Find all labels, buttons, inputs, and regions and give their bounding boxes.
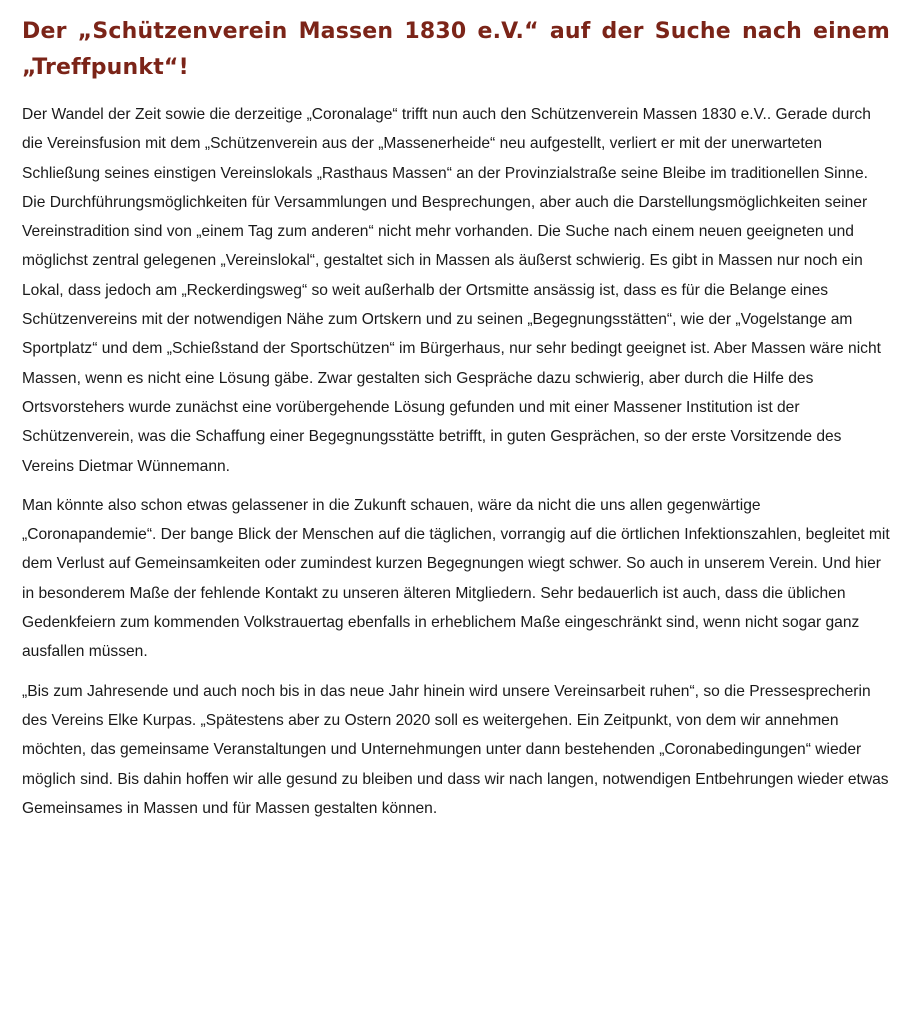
article-title: Der „Schützenverein Massen 1830 e.V.“ auf der Suche nach einem „Treffpunkt“! [22,19,890,80]
article-paragraph-2: Man könnte also schon etwas gelassener in die Zukunft schauen, wäre da nicht die uns allen gegenwärtige „Coronapandemie“. Der bange Blick der Menschen auf die täglichen, vorrangig auf die örtlichen Infektionszahlen, begleitet mit dem Verlust auf Gemeinsamkeiten oder zumindest kurzen Begegnungen wiegt schwer. So auch in unserem Verein. Und hier in besonderem Maße der fehlende Kontakt zu unseren älteren Mitgliedern. Sehr bedauerlich ist auch, dass die üblichen Gedenkfeiern zum kommenden Volkstrauertag ebenfalls in erheblichem Maße eingeschränkt sind, wenn nicht sogar ganz ausfallen müssen. [22,496,890,661]
article-paragraph-1: Der Wandel der Zeit sowie die derzeitige „Coronalage“ trifft nun auch den Schützenverein Massen 1830 e.V.. Gerade durch die Vereinsfusion mit dem „Schützenverein aus der „Massenerheide“ neu aufgestellt, verliert er mit der unerwarteten Schließung seines einstigen Vereinslokals „Rasthaus Massen“ an der Provinzialstraße seine Bleibe im traditionellen Sinne. Die Durchführungsmöglichkeiten für Versammlungen und Besprechungen, aber auch die Darstellungsmöglichkeiten seiner Vereinstradition sind von „einem Tag zum anderen“ nicht mehr vorhanden. Die Suche nach einem neuen geeigneten und möglichst zentral gelegenen „Vereinslokal“, gestaltet sich in Massen als äußerst schwierig. Es gibt in Massen nur noch ein Lokal, dass jedoch am „Reckerdingsweg“ so weit außerhalb der Ortsmitte ansässig ist, dass es für die Belange eines Schützenvereins mit der notwendigen Nähe zum Ortskern und zu seinen „Begegnungsstätten“, wie der „Vogelstange am Sportplatz“ und dem „Schießstand der Sportschützen“ im Bürgerhaus, nur sehr bedingt geeignet ist. Aber Massen wäre nicht Massen, wenn es nicht eine Lösung gäbe. Zwar gestalten sich Gespräche dazu schwierig, aber durch die Hilfe des Ortsvorstehers wurde zunächst eine vorübergehende Lösung gefunden und mit einer Massener Institution ist der Schützenverein, was die Schaffung einer Begegnungsstätte betrifft, in guten Gesprächen, so der erste Vorsitzende des Vereins Dietmar Wünnemann. [22,106,881,475]
article-paragraph-3: „Bis zum Jahresende und auch noch bis in das neue Jahr hinein wird unsere Vereinsarbeit ruhen“, so die Pressesprecherin des Vereins Elke Kurpas. „Spätestens aber zu Ostern 2020 soll es weitergehen. Ein Zeitpunkt, von dem wir annehmen möchten, das gemeinsame Veranstaltungen und Unternehmungen unter dann bestehenden „Coronabedingungen“ wieder möglich sind. Bis dahin hoffen wir alle gesund zu bleiben und dass wir nach langen, notwendigen Entbehrungen wieder etwas Gemeinsames in Massen und für Massen gestalten können. [22,682,889,817]
article [22,14,890,823]
